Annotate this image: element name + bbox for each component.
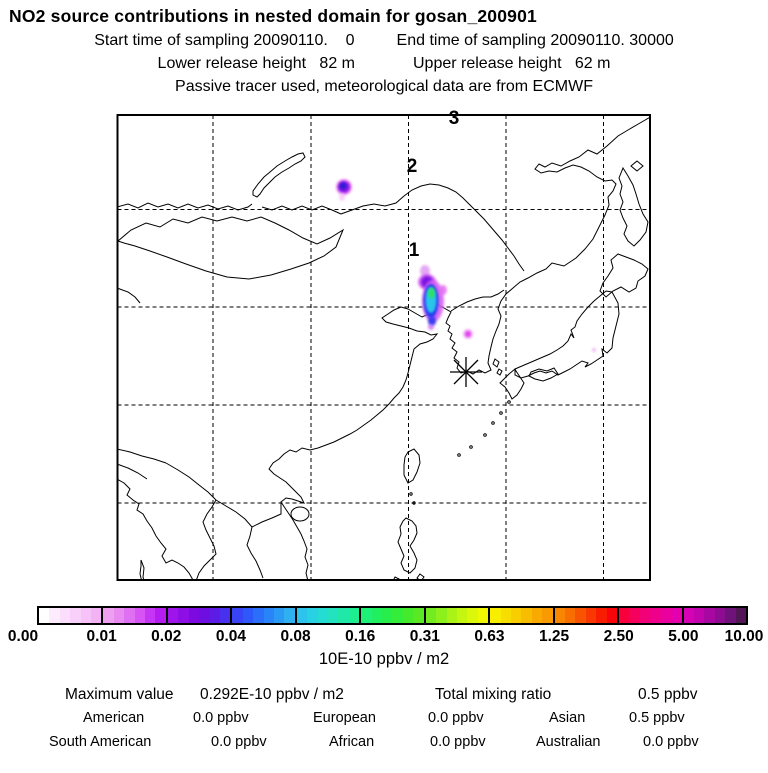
colorbar-cell (328, 608, 338, 623)
page-title: NO2 source contributions in nested domain for gosan_200901 (9, 6, 537, 26)
border-path-himalaya (117, 449, 166, 479)
colorbar-cell (145, 608, 155, 623)
colorbar-segment (555, 608, 619, 623)
mixing-ratio-value: 0.5 ppbv (638, 686, 698, 703)
colorbar-segment (619, 608, 683, 623)
colorbar-cell (70, 608, 80, 623)
colorbar-cell (297, 608, 307, 623)
colorbar-cell (478, 608, 488, 623)
trajectory-label: 1 (408, 240, 420, 261)
colorbar-cell (361, 608, 371, 623)
colorbar-cell (413, 608, 423, 623)
colorbar-cell (124, 608, 134, 623)
colorbar-cell (629, 608, 639, 623)
colorbar-tick-label: 2.50 (603, 628, 634, 645)
border-path-indochina (166, 463, 281, 578)
colorbar-cell (565, 608, 575, 623)
colorbar-cell (607, 608, 617, 623)
max-value-label: Maximum value (65, 686, 174, 703)
colorbar-cell (684, 608, 694, 623)
colorbar-cell (114, 608, 124, 623)
colorbar-cell (640, 608, 650, 623)
graticule-gridlines (118, 115, 651, 580)
colorbar-cell (671, 608, 681, 623)
colorbar-cell (189, 608, 199, 623)
colorbar-cell (694, 608, 704, 623)
colorbar-tick-label: 0.02 (151, 628, 182, 645)
colorbar-cell (436, 608, 446, 623)
colorbar-cell (155, 608, 165, 623)
trajectory-label: 2 (406, 156, 418, 177)
coastline-islands-small (140, 161, 643, 584)
colorbar-cell (619, 608, 629, 623)
colorbar-cell (575, 608, 585, 623)
tracer-note-text: Passive tracer used, meteorological data are from ECMWF (175, 78, 593, 95)
region-label: American (83, 710, 145, 726)
colorbar-cell (178, 608, 188, 623)
border-path-amur (341, 184, 524, 271)
colorbar-cell (715, 608, 725, 623)
mixing-ratio-label: Total mixing ratio (435, 686, 552, 703)
colorbar-cell (372, 608, 382, 623)
region-label: Asian (549, 710, 586, 726)
plume-blob (439, 285, 447, 295)
region-value: 0.0 ppbv (211, 734, 267, 750)
colorbar-cell (220, 608, 230, 623)
colorbar-tick-label: 5.00 (668, 628, 699, 645)
colorbar-tick-label: 0.01 (86, 628, 117, 645)
colorbar-tick-label: 0.31 (409, 628, 440, 645)
colorbar-cell (382, 608, 392, 623)
colorbar-cell (168, 608, 178, 623)
colorbar-cell (704, 608, 714, 623)
colorbar-segment (232, 608, 296, 623)
lower-release-label: Lower release height 82 m (157, 55, 355, 72)
colorbar-cell (49, 608, 59, 623)
colorbar-tick-label: 0.63 (474, 628, 505, 645)
colorbar-cell (91, 608, 101, 623)
colorbar-tick-label: 0.08 (280, 628, 311, 645)
colorbar-cell (392, 608, 402, 623)
colorbar-cell (650, 608, 660, 623)
colorbar-cell (521, 608, 531, 623)
colorbar-cell (490, 608, 500, 623)
coastline-path-luzon (398, 518, 417, 573)
colorbar-cell (661, 608, 671, 623)
start-time-label: Start time of sampling 20090110. 0 (94, 32, 355, 49)
colorbar-unit-label: 10E-10 ppbv / m2 (318, 650, 450, 668)
coastline-path-shikoku (529, 368, 558, 381)
colorbar-cell (447, 608, 457, 623)
coastline-path-thai-gulf (196, 500, 216, 581)
border-path-mongolia (118, 217, 343, 279)
colorbar-cell (403, 608, 413, 623)
coastline-hainan (291, 507, 309, 521)
colorbar-segment (684, 608, 746, 623)
colorbar-cell (501, 608, 511, 623)
region-label: European (313, 710, 376, 726)
concentration-plume-layer (336, 179, 596, 352)
receptor-star-icon (450, 357, 482, 387)
colorbar-tick-label: 0.00 (7, 628, 39, 645)
coastline-path-taiwan (404, 449, 420, 483)
colorbar-cell (39, 608, 49, 623)
colorbar-tick-label: 10.00 (724, 628, 764, 645)
colorbar-segment (297, 608, 361, 623)
colorbar-segment (103, 608, 167, 623)
plume-blob (465, 331, 471, 337)
coastline-path-bengal (117, 479, 193, 580)
colorbar-cell (426, 608, 436, 623)
colorbar-cell (103, 608, 113, 623)
colorbar-cell (736, 608, 746, 623)
lake-baikal-path (253, 153, 305, 197)
colorbar-cell (253, 608, 263, 623)
end-time-label: End time of sampling 20090110. 30000 (396, 32, 674, 49)
colorbar-cell (135, 608, 145, 623)
colorbar-cell (511, 608, 521, 623)
plume-blob (428, 288, 435, 299)
colorbar-cell (210, 608, 220, 623)
plume-blob (428, 324, 434, 330)
colorbar-cell (307, 608, 317, 623)
upper-release-label: Upper release height 62 m (413, 55, 611, 72)
coastline-path-sakhalin (619, 168, 648, 246)
coastline-layer (117, 116, 652, 584)
colorbar-cell (284, 608, 294, 623)
colorbar-cell (274, 608, 284, 623)
colorbar-cell (338, 608, 348, 623)
coastline-path-hokkaido (600, 254, 648, 297)
colorbar-cell (60, 608, 70, 623)
region-value: 0.0 ppbv (430, 734, 486, 750)
colorbar-cell (542, 608, 552, 623)
plume-blob (340, 183, 347, 190)
colorbar-segment (361, 608, 425, 623)
colorbar-cell (596, 608, 606, 623)
region-label: Australian (536, 734, 601, 750)
region-value: 0.0 ppbv (643, 734, 699, 750)
region-label: African (329, 734, 375, 750)
region-label: South American (49, 734, 152, 750)
colorbar-cell (457, 608, 467, 623)
colorbar-cell (725, 608, 735, 623)
colorbar-cell (555, 608, 565, 623)
colorbar-cell (467, 608, 477, 623)
colorbar-segment (490, 608, 554, 623)
colorbar-segment (168, 608, 232, 623)
region-value: 0.0 ppbv (428, 710, 484, 726)
colorbar-segment (39, 608, 103, 623)
colorbar-cell (264, 608, 274, 623)
colorbar-cell (586, 608, 596, 623)
colorbar-cell (532, 608, 542, 623)
trajectory-label: 3 (448, 108, 460, 129)
colorbar-cell (81, 608, 91, 623)
colorbar-tick-label: 0.16 (345, 628, 376, 645)
max-value: 0.292E-10 ppbv / m2 (200, 686, 344, 703)
region-value: 0.5 ppbv (629, 710, 685, 726)
ryukyu-island-dots (410, 401, 511, 504)
colorbar-tick-label: 0.04 (215, 628, 246, 645)
plume-blob (339, 193, 345, 201)
border-path-korea (451, 290, 504, 311)
colorbar-segment (426, 608, 490, 623)
colorbar-cell (199, 608, 209, 623)
colorbar-cell (232, 608, 242, 623)
region-value: 0.0 ppbv (193, 710, 249, 726)
colorbar-cell (243, 608, 253, 623)
coastline-path-kyushu (500, 369, 524, 399)
colorbar-tick-label: 1.25 (538, 628, 570, 645)
colorbar-cell (318, 608, 328, 623)
colorbar (37, 606, 748, 625)
plume-blob (592, 348, 596, 352)
colorbar-cell (349, 608, 359, 623)
map-border (118, 115, 651, 580)
